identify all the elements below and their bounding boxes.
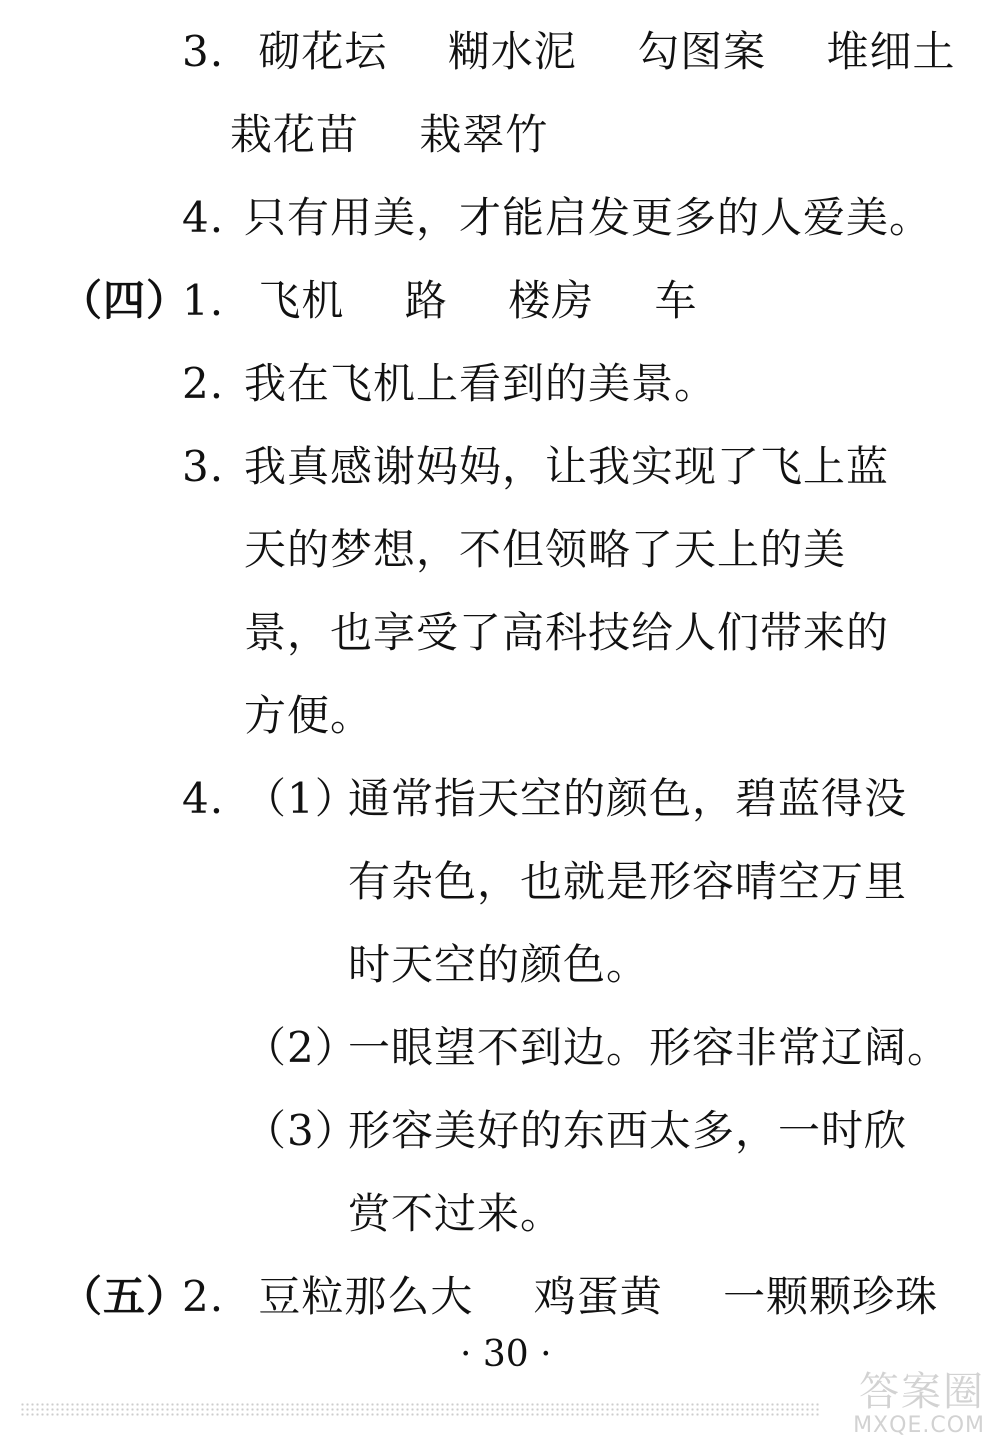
answer-word: 车 bbox=[654, 276, 698, 325]
answer-text: 形容美好的东西太多，一时欣 bbox=[348, 1106, 908, 1155]
answer-line-11 bbox=[348, 852, 907, 912]
answer-text: 景，也享受了高科技给人们带来的 bbox=[244, 608, 890, 657]
answer-word: 砌花坛 bbox=[258, 27, 388, 76]
section-label: （四） bbox=[60, 276, 190, 325]
answer-text: 有杂色，也就是形容晴空万里 bbox=[348, 857, 908, 906]
item-number: 2. bbox=[182, 359, 225, 408]
answer-line-1 bbox=[182, 22, 956, 82]
answer-line-2 bbox=[230, 105, 548, 165]
answer-line-3 bbox=[182, 188, 932, 248]
answer-line-5 bbox=[182, 354, 717, 414]
answer-line-13 bbox=[244, 1018, 950, 1078]
answer-text: 我在飞机上看到的美景。 bbox=[244, 359, 718, 408]
answer-word: 鸡蛋黄 bbox=[533, 1272, 663, 1321]
answer-text: 一眼望不到边。形容非常辽阔。 bbox=[348, 1023, 951, 1072]
watermark-text: 答案圈 bbox=[859, 1369, 985, 1415]
sub-item-number: （2） bbox=[244, 1023, 358, 1072]
sub-item-number: （3） bbox=[244, 1106, 358, 1155]
item-number: 3. bbox=[182, 27, 225, 76]
page-number: · 30 · bbox=[460, 1334, 552, 1375]
watermark-url: MXQE.COM bbox=[853, 1413, 985, 1438]
answer-word: 一颗颗珍珠 bbox=[723, 1272, 939, 1321]
answer-text: 我真感谢妈妈，让我实现了飞上蓝 bbox=[244, 442, 890, 491]
item-number: 3. bbox=[182, 442, 225, 491]
answer-text: 通常指天空的颜色，碧蓝得没 bbox=[348, 774, 908, 823]
answer-line-15 bbox=[348, 1184, 563, 1244]
answer-word: 飞机 bbox=[258, 276, 345, 325]
item-number: 4. bbox=[182, 193, 225, 242]
item-number: 2. bbox=[182, 1272, 225, 1321]
item-number: 4. bbox=[182, 774, 225, 823]
answer-line-6 bbox=[182, 437, 889, 497]
answer-word: 栽花苗 bbox=[230, 110, 360, 159]
answer-word: 勾图案 bbox=[637, 27, 767, 76]
answer-word: 堆细土 bbox=[826, 27, 956, 76]
answer-word: 栽翠竹 bbox=[419, 110, 549, 159]
item-number: 1. bbox=[182, 276, 225, 325]
answer-line-12 bbox=[348, 935, 649, 995]
answer-line-7 bbox=[244, 520, 846, 580]
answer-text: 方便。 bbox=[244, 691, 374, 740]
watermark-logo bbox=[790, 1370, 985, 1440]
answer-line-8 bbox=[244, 603, 889, 663]
answer-text: 只有用美，才能启发更多的人爱美。 bbox=[244, 193, 933, 242]
answer-word: 楼房 bbox=[508, 276, 595, 325]
answer-line-4 bbox=[60, 271, 698, 331]
answer-line-16 bbox=[60, 1267, 938, 1327]
answer-word: 糊水泥 bbox=[447, 27, 577, 76]
answer-line-10 bbox=[182, 769, 907, 829]
answer-text: 赏不过来。 bbox=[348, 1189, 564, 1238]
answer-line-14 bbox=[244, 1101, 907, 1161]
section-label: （五） bbox=[60, 1272, 190, 1321]
answer-word: 豆粒那么大 bbox=[258, 1272, 474, 1321]
scan-dot-line bbox=[20, 1402, 820, 1416]
answer-word: 路 bbox=[404, 276, 448, 325]
answer-text: 天的梦想，不但领略了天上的美 bbox=[244, 525, 847, 574]
sub-item-number: （1） bbox=[244, 774, 358, 823]
answer-line-9 bbox=[244, 686, 373, 746]
answer-text: 时天空的颜色。 bbox=[348, 940, 650, 989]
